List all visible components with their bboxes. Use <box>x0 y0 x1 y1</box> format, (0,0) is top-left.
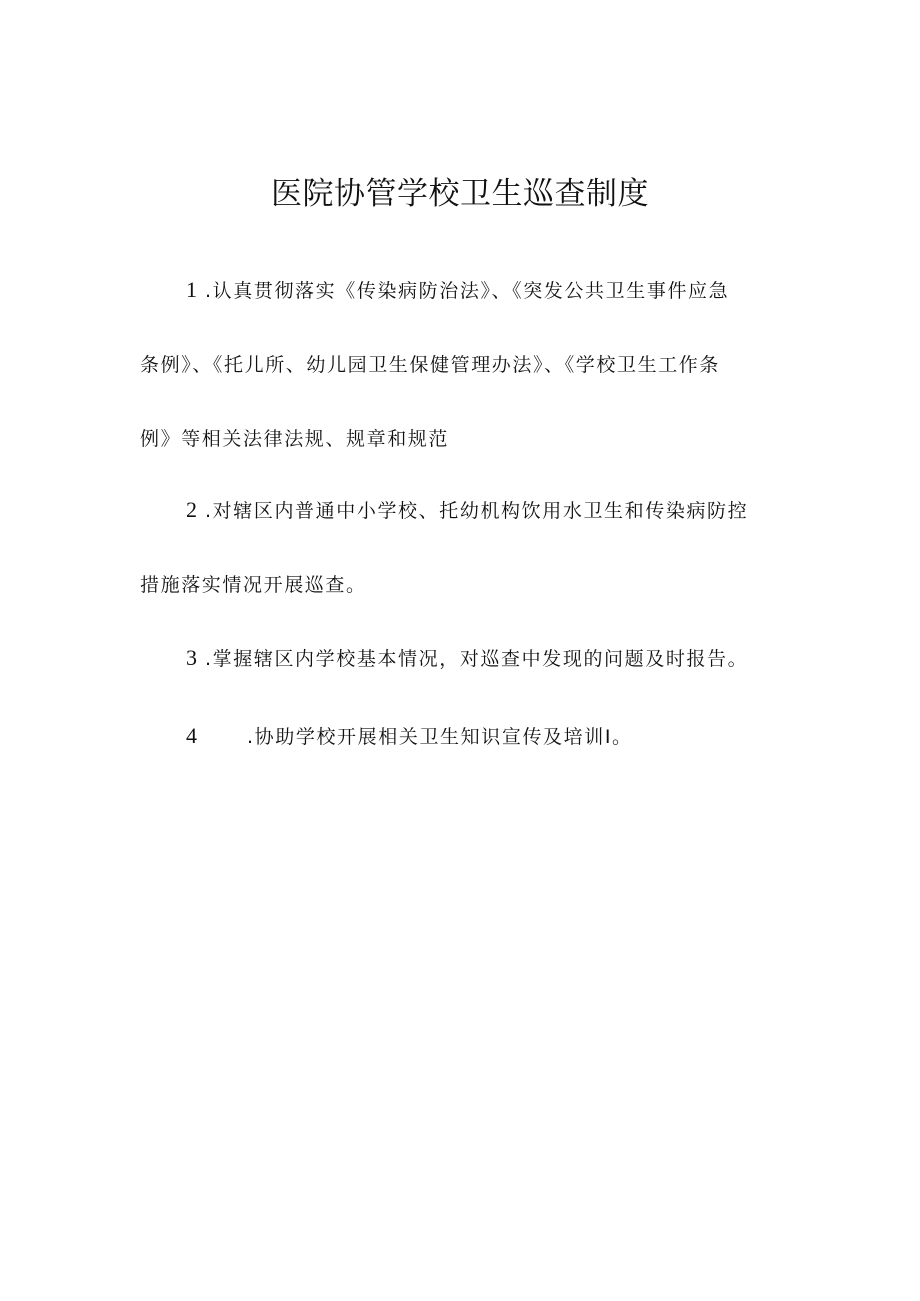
item-4-line-1 <box>140 699 785 774</box>
item-1-line-3: 例》等相关法律法规、规章和规范 <box>140 428 450 450</box>
list-item-4 <box>140 699 785 774</box>
item-1-text-1: .认真贯彻落实《传染病防治法》、《突发公共卫生事件应急 <box>205 280 730 302</box>
item-1-line-1 <box>140 253 785 328</box>
list-item-1 <box>140 253 785 476</box>
item-2-text-1: .对辖区内普通中小学校、托幼机构饮用水卫生和传染病防控 <box>205 500 749 522</box>
item-2-number: 2 <box>186 497 197 522</box>
item-3-number: 3 <box>186 645 197 670</box>
list-item-3 <box>140 621 785 696</box>
item-4-number: 4 <box>186 723 197 748</box>
item-3-line-1 <box>140 621 785 696</box>
item-1-number: 1 <box>186 277 197 302</box>
document-title: 医院协管学校卫生巡查制度 <box>271 176 649 212</box>
item-1-line-2: 条例》、《托儿所、幼儿园卫生保健管理办法》、《学校卫生工作条 <box>140 354 721 376</box>
item-2-line-1 <box>140 473 785 548</box>
item-3-text-1: .掌握辖区内学校基本情况，对巡查中发现的问题及时报告。 <box>205 648 749 670</box>
list-item-2 <box>140 473 785 622</box>
item-2-line-2: 措施落实情况开展巡查。 <box>140 574 367 596</box>
item-4-text-1: .协助学校开展相关卫生知识宣传及培训I。 <box>247 726 633 748</box>
